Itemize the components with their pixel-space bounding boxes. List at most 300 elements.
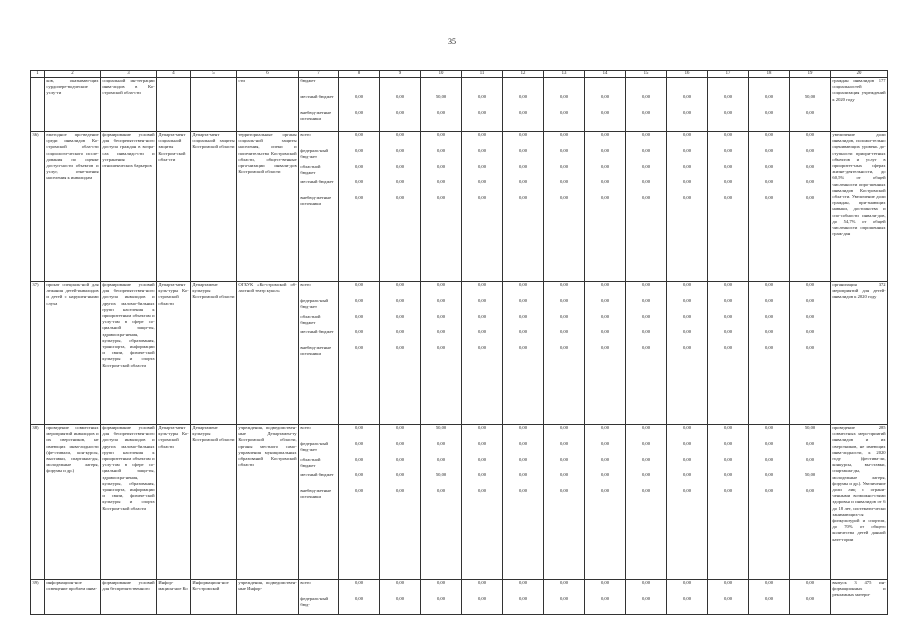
expected-result: выпуск 3 475 ин-формационных и рекламных матери- (831, 580, 888, 615)
amount-value: 0,00 (477, 109, 487, 115)
responsible-executor: Информацион-ное Ко-стромской (191, 580, 237, 615)
amount-value: 0,00 (559, 179, 569, 185)
amount-column (462, 425, 503, 580)
amount-value: 0,00 (723, 163, 733, 169)
amount-value: 0,00 (436, 282, 446, 287)
amount-value: 0,00 (805, 132, 815, 137)
amount-column (421, 425, 462, 580)
amount-value: 0,00 (682, 147, 692, 153)
row-number: 38) (31, 425, 45, 580)
amount-value: 0,00 (600, 297, 610, 303)
amount-column (626, 282, 667, 425)
funding-source: федераль-ный бюд-жет (300, 297, 329, 309)
amount-column (626, 425, 667, 580)
funding-source: областной бюджет (300, 456, 321, 468)
amount-value: 0,00 (477, 297, 487, 303)
amount-value (381, 78, 418, 94)
amount-value: 0,00 (600, 179, 610, 185)
amount-column (708, 425, 749, 580)
row-number: 39) (31, 580, 45, 615)
task-text: формирование условий для беспрепятственного (101, 580, 157, 615)
amount-column (667, 425, 708, 580)
amount-value: 0,00 (805, 147, 815, 153)
amount-value: 0,00 (682, 163, 692, 169)
column-number: 9 (380, 71, 421, 78)
column-number: 10 (421, 71, 462, 78)
amount-value: 0,00 (764, 179, 774, 185)
amount-value: 0,00 (723, 425, 733, 430)
funding-source: местный бюджет (300, 472, 334, 478)
expected-result: увеличение доли инвалидов, положи-тельно оценивающих уровень до-ступности приори-тетных объектов и услуг в приоритет-ных сферах жизне-деятельности, до 60,5% от общей численности опро-шенных инвалидов Костромской обла-сти. Увеличение доли граждан, при-знающих навыки, достоинства и спо-собности инвали-дов, до 54,7% от общей численности опрошенных граж-дан (831, 132, 888, 282)
amount-value: 0,00 (641, 195, 651, 201)
amount-value (709, 78, 746, 94)
amount-value: 0,00 (436, 147, 446, 153)
measure-name: информацион-ное освещение проблем инва- (45, 580, 101, 615)
column-number: 11 (462, 71, 503, 78)
amount-value: 0,00 (641, 425, 651, 430)
amount-value: 0,00 (559, 93, 569, 99)
amount-value: 0,00 (641, 595, 651, 601)
funding-sources (299, 132, 339, 282)
funding-source: федераль-ный бюд- (300, 595, 329, 607)
amount-value: 0,00 (805, 595, 815, 601)
amount-value: 0,00 (354, 488, 364, 494)
amount-column (503, 282, 544, 425)
amount-value: 0,00 (477, 195, 487, 201)
amount-value: 0,00 (764, 109, 774, 115)
amount-value: 0,00 (354, 163, 364, 169)
amount-column (339, 425, 380, 580)
amount-value: 0,00 (395, 456, 405, 462)
amount-value: 0,00 (600, 580, 610, 585)
amount-value: 0,00 (600, 195, 610, 201)
responsible-executor: Департа-мент социальной защиты Костромской области (191, 132, 237, 282)
amount-value: 0,00 (682, 132, 692, 137)
amount-column (421, 78, 462, 132)
amount-value: 0,00 (723, 472, 733, 478)
amount-value: 0,00 (436, 580, 446, 585)
amount-value: 0,00 (436, 440, 446, 446)
amount-value: 0,00 (559, 147, 569, 153)
amount-value: 0,00 (518, 345, 528, 351)
amount-column (544, 282, 585, 425)
amount-value: 0,00 (682, 195, 692, 201)
amount-value: 0,00 (354, 472, 364, 478)
page-number: 35 (448, 37, 456, 46)
amount-column (544, 78, 585, 132)
amount-value: 0,00 (354, 580, 364, 585)
funding-sources (299, 425, 339, 580)
amount-value: 0,00 (682, 282, 692, 287)
participants: территориальные органы социаль-ной защиты населения, опеки и попечительства Костромской области, общест-венные орга-низации инвали-дов Костромской области (237, 132, 299, 282)
amount-value: 0,00 (354, 440, 364, 446)
amount-value: 0,00 (518, 297, 528, 303)
amount-value: 0,00 (764, 488, 774, 494)
funding-source: федераль-ный бюд-жет (300, 147, 329, 159)
amount-value: 0,00 (395, 329, 405, 335)
amount-value: 0,00 (764, 195, 774, 201)
amount-value: 0,00 (354, 179, 364, 185)
amount-value: 0,00 (436, 456, 446, 462)
amount-value: 0,00 (723, 345, 733, 351)
column-number: 7 (299, 71, 339, 78)
amount-value: 0,00 (805, 282, 815, 287)
expected-result: организация 372 мероприятий для детей-инвалидов к 2020 году (831, 282, 888, 425)
amount-value: 0,00 (723, 595, 733, 601)
amount-value: 0,00 (477, 179, 487, 185)
amount-column (503, 580, 544, 615)
amount-value: 0,00 (641, 282, 651, 287)
funding-source: внебюд-жетные источники (300, 488, 332, 500)
amount-value: 0,00 (477, 345, 487, 351)
amount-value: 0,00 (354, 195, 364, 201)
amount-value: 0,00 (436, 132, 446, 137)
participants: учреждения, подведомствен-ные Инфор- (237, 580, 299, 615)
amount-column (462, 282, 503, 425)
amount-value: 0,00 (682, 488, 692, 494)
amount-value: 0,00 (600, 456, 610, 462)
funding-sources (299, 282, 339, 425)
funding-source: внебюд-жетные источники (300, 195, 332, 207)
column-number: 14 (585, 71, 626, 78)
amount-column (790, 425, 831, 580)
participants: учреждения, подведомствен-ные Департамен-ту Костромской области, органы местного само-управления муниципальных образований Костромской области (237, 425, 299, 580)
amount-column (708, 282, 749, 425)
amount-value: 0,00 (682, 595, 692, 601)
amount-value: 0,00 (395, 282, 405, 287)
amount-column (585, 425, 626, 580)
amount-value: 0,00 (518, 329, 528, 335)
amount-value: 0,00 (559, 313, 569, 319)
amount-value: 0,00 (477, 440, 487, 446)
amount-value: 0,00 (805, 163, 815, 169)
amount-value: 0,00 (600, 132, 610, 137)
amount-value: 0,00 (682, 109, 692, 115)
amount-value: 0,00 (436, 195, 446, 201)
amount-value: 0,00 (559, 456, 569, 462)
task-text: социальной ин-теграции инва-лидов в Ко-стромской обла-сти (101, 78, 157, 132)
amount-value: 0,00 (723, 297, 733, 303)
amount-value: 0,00 (436, 163, 446, 169)
amount-value: 0,00 (682, 179, 692, 185)
amount-value: 0,00 (764, 425, 774, 430)
amount-value: 0,00 (559, 297, 569, 303)
amount-value: 0,00 (518, 580, 528, 585)
amount-value: 0,00 (559, 163, 569, 169)
amount-value: 0,00 (395, 109, 405, 115)
amount-value (586, 78, 623, 94)
measure-name: проведение совместных мероприятий инвалидов и их сверстников, не имеющих инва-лидности (фе-стивали, кон-курсы, выставки, спартакиа-ды, молодежные лагеря, форумы и др.) (45, 425, 101, 580)
amount-value: 0,00 (805, 179, 815, 185)
amount-value: 0,00 (354, 425, 364, 430)
co-executor (157, 78, 191, 132)
amount-value: 0,00 (477, 456, 487, 462)
amount-value: 0,00 (600, 282, 610, 287)
amount-value: 0,00 (354, 109, 364, 115)
amount-value: 0,00 (477, 282, 487, 287)
amount-column (339, 132, 380, 282)
funding-source: областной бюджет (300, 313, 321, 325)
column-number: 16 (667, 71, 708, 78)
amount-value: 0,00 (395, 580, 405, 585)
amount-value: 0,00 (723, 179, 733, 185)
funding-source: всего (300, 580, 311, 585)
amount-value: 0,00 (641, 345, 651, 351)
amount-value: 0,00 (600, 595, 610, 601)
amount-column (380, 580, 421, 615)
amount-value: 0,00 (518, 195, 528, 201)
amount-value: 50,00 (435, 425, 447, 430)
funding-source: всего (300, 425, 311, 430)
amount-value: 0,00 (354, 132, 364, 137)
amount-column (708, 78, 749, 132)
amount-value: 0,00 (395, 313, 405, 319)
amount-value: 0,00 (559, 132, 569, 137)
co-executor: Департа-мент куль-туры Ко-стромской области (157, 282, 191, 425)
amount-column (421, 580, 462, 615)
amount-value: 0,00 (518, 93, 528, 99)
responsible-executor: Департамент культуры Костромской области (191, 425, 237, 580)
amount-column (462, 78, 503, 132)
amount-value: 0,00 (682, 297, 692, 303)
amount-value: 0,00 (559, 282, 569, 287)
amount-value (668, 78, 705, 94)
amount-value (627, 78, 664, 94)
amount-value: 0,00 (764, 282, 774, 287)
amount-value: 0,00 (600, 345, 610, 351)
amount-value (422, 78, 459, 94)
funding-sources (299, 78, 339, 132)
amount-column (626, 78, 667, 132)
amount-value: 0,00 (805, 109, 815, 115)
row-number: 36) (31, 132, 45, 282)
amount-column (503, 78, 544, 132)
amount-value: 0,00 (805, 329, 815, 335)
amount-value: 0,00 (682, 456, 692, 462)
amount-value: 0,00 (805, 195, 815, 201)
column-number: 6 (237, 71, 299, 78)
amount-value (340, 78, 377, 94)
amount-value: 0,00 (723, 282, 733, 287)
amount-value: 0,00 (518, 488, 528, 494)
amount-value: 0,00 (641, 179, 651, 185)
amount-value: 0,00 (641, 93, 651, 99)
amount-value: 0,00 (395, 132, 405, 137)
amount-value: 0,00 (764, 595, 774, 601)
amount-value (463, 78, 500, 94)
co-executor: Департа-мент социальной защиты Костром-ской обла-сти (157, 132, 191, 282)
amount-value: 0,00 (518, 179, 528, 185)
amount-column (544, 580, 585, 615)
amount-value: 0,00 (354, 282, 364, 287)
expected-result: граждан инвалидов 177 социальностей социализация учреждений к 2020 году (831, 78, 888, 132)
amount-value: 0,00 (682, 93, 692, 99)
amount-value: 0,00 (354, 456, 364, 462)
amount-value: 0,00 (641, 132, 651, 137)
column-number: 15 (626, 71, 667, 78)
amount-value: 0,00 (477, 132, 487, 137)
amount-value: 0,00 (559, 195, 569, 201)
amount-value: 0,00 (559, 109, 569, 115)
amount-column (708, 580, 749, 615)
amount-column (339, 580, 380, 615)
amount-value: 0,00 (436, 345, 446, 351)
measure-row (31, 78, 888, 132)
amount-value: 0,00 (723, 580, 733, 585)
funding-source: всего (300, 282, 311, 287)
amount-value: 0,00 (600, 313, 610, 319)
amount-value: 0,00 (723, 147, 733, 153)
amount-column (380, 425, 421, 580)
amount-value: 0,00 (518, 472, 528, 478)
amount-value: 0,00 (764, 456, 774, 462)
amount-value: 0,00 (395, 93, 405, 99)
amount-value: 0,00 (395, 163, 405, 169)
amount-value: 0,00 (682, 313, 692, 319)
amount-value: 0,00 (682, 425, 692, 430)
amount-value (504, 78, 541, 94)
participants: сти (237, 78, 299, 132)
co-executor: Инфор-мацион-ное Ко (157, 580, 191, 615)
column-number: 4 (157, 71, 191, 78)
amount-column (749, 78, 790, 132)
amount-value: 0,00 (723, 132, 733, 137)
amount-value: 0,00 (805, 440, 815, 446)
amount-value: 0,00 (395, 488, 405, 494)
amount-value: 0,00 (723, 109, 733, 115)
amount-column (380, 282, 421, 425)
column-number: 1 (31, 71, 45, 78)
amount-value: 0,00 (723, 440, 733, 446)
amount-value: 0,00 (354, 329, 364, 335)
column-number: 20 (831, 71, 888, 78)
amount-column (462, 580, 503, 615)
funding-source: внебюд-жетные источники (300, 109, 332, 121)
amount-value: 0,00 (436, 329, 446, 335)
amount-value: 0,00 (764, 163, 774, 169)
co-executor: Департа-мент куль-туры Ко-стромской области (157, 425, 191, 580)
funding-source: всего (300, 132, 311, 137)
amount-column (667, 132, 708, 282)
amount-column (626, 132, 667, 282)
amount-value: 0,00 (395, 179, 405, 185)
amount-value: 0,00 (395, 440, 405, 446)
amount-column (708, 132, 749, 282)
amount-column (749, 132, 790, 282)
amount-value: 0,00 (600, 472, 610, 478)
amount-value: 0,00 (395, 472, 405, 478)
amount-value: 0,00 (600, 147, 610, 153)
column-number: 3 (101, 71, 157, 78)
amount-column (585, 78, 626, 132)
amount-value: 0,00 (600, 109, 610, 115)
amount-value: 0,00 (641, 329, 651, 335)
amount-value: 0,00 (764, 93, 774, 99)
amount-column (380, 132, 421, 282)
row-number: 37) (31, 282, 45, 425)
amount-value: 0,00 (641, 488, 651, 494)
amount-value: 0,00 (723, 456, 733, 462)
amount-column (667, 78, 708, 132)
column-number: 17 (708, 71, 749, 78)
amount-value: 0,00 (518, 456, 528, 462)
amount-value: 0,00 (764, 132, 774, 137)
measure-row (31, 580, 888, 615)
amount-value: 0,00 (518, 440, 528, 446)
amount-column (749, 282, 790, 425)
amount-value: 0,00 (477, 425, 487, 430)
column-number: 2 (45, 71, 101, 78)
amount-value: 0,00 (682, 580, 692, 585)
amount-column (749, 425, 790, 580)
amount-value: 0,00 (477, 488, 487, 494)
amount-column (339, 78, 380, 132)
amount-value: 0,00 (559, 440, 569, 446)
amount-value: 0,00 (764, 580, 774, 585)
amount-value: 0,00 (559, 472, 569, 478)
amount-value: 0,00 (600, 425, 610, 430)
amount-value: 0,00 (559, 329, 569, 335)
amount-value: 0,00 (682, 472, 692, 478)
participants: ОГБУК «Ко-стромской об-ластной театр кукол» (237, 282, 299, 425)
amount-value: 0,00 (518, 595, 528, 601)
amount-value: 0,00 (436, 109, 446, 115)
amount-value: 0,00 (641, 440, 651, 446)
amount-value: 0,00 (723, 313, 733, 319)
amount-value: 0,00 (518, 313, 528, 319)
amount-value: 0,00 (723, 93, 733, 99)
amount-value: 0,00 (436, 488, 446, 494)
amount-value: 0,00 (559, 580, 569, 585)
amount-value: 0,00 (764, 345, 774, 351)
amount-column (585, 580, 626, 615)
amount-value: 0,00 (518, 109, 528, 115)
amount-column (503, 425, 544, 580)
amount-value: 0,00 (395, 195, 405, 201)
amount-value (791, 78, 828, 94)
funding-source: местный бюджет (300, 179, 334, 185)
measure-name: прокат специаль-ной для лежания детей-инвалидов и детей с нарушен-ными слуха (45, 282, 101, 425)
column-number: 19 (790, 71, 831, 78)
funding-sources (299, 580, 339, 615)
amount-value: 0,00 (436, 313, 446, 319)
amount-value: 0,00 (641, 297, 651, 303)
amount-column (462, 132, 503, 282)
amount-value: 0,00 (477, 472, 487, 478)
column-number-row (31, 71, 888, 78)
task-text: формирование условий для беспрепятствен-ного доступа граждан в возра-сах инвалидо-сти и устранения отношенческих барьеров (101, 132, 157, 282)
amount-value: 0,00 (805, 345, 815, 351)
amount-value: 0,00 (559, 425, 569, 430)
amount-column (503, 132, 544, 282)
amount-column (790, 78, 831, 132)
amount-value: 0,00 (395, 297, 405, 303)
responsible-executor: Департамент культуры Костромской области (191, 282, 237, 425)
amount-value: 0,00 (559, 345, 569, 351)
funding-source: областной бюджет (300, 163, 321, 175)
amount-column (544, 132, 585, 282)
amount-value: 0,00 (805, 488, 815, 494)
column-number: 18 (749, 71, 790, 78)
amount-value: 0,00 (354, 595, 364, 601)
amount-value: 0,00 (354, 313, 364, 319)
amount-value: 0,00 (723, 488, 733, 494)
amount-column (626, 580, 667, 615)
task-text: формирование условий для беспрепятствен-ного доступа инвалидов и других маломо-бильных групп населения к приоритетным объектам и услу-гам в сфере со-циальной защи-ты, здравоохра-нения, культуры, образования, транспорта, информации и связи, физиче-ской культуры и спорта Костром-ской области (101, 282, 157, 425)
amount-column (790, 132, 831, 282)
funding-source: местный бюджет (300, 93, 334, 99)
funding-source: местный бюджет (300, 329, 334, 335)
